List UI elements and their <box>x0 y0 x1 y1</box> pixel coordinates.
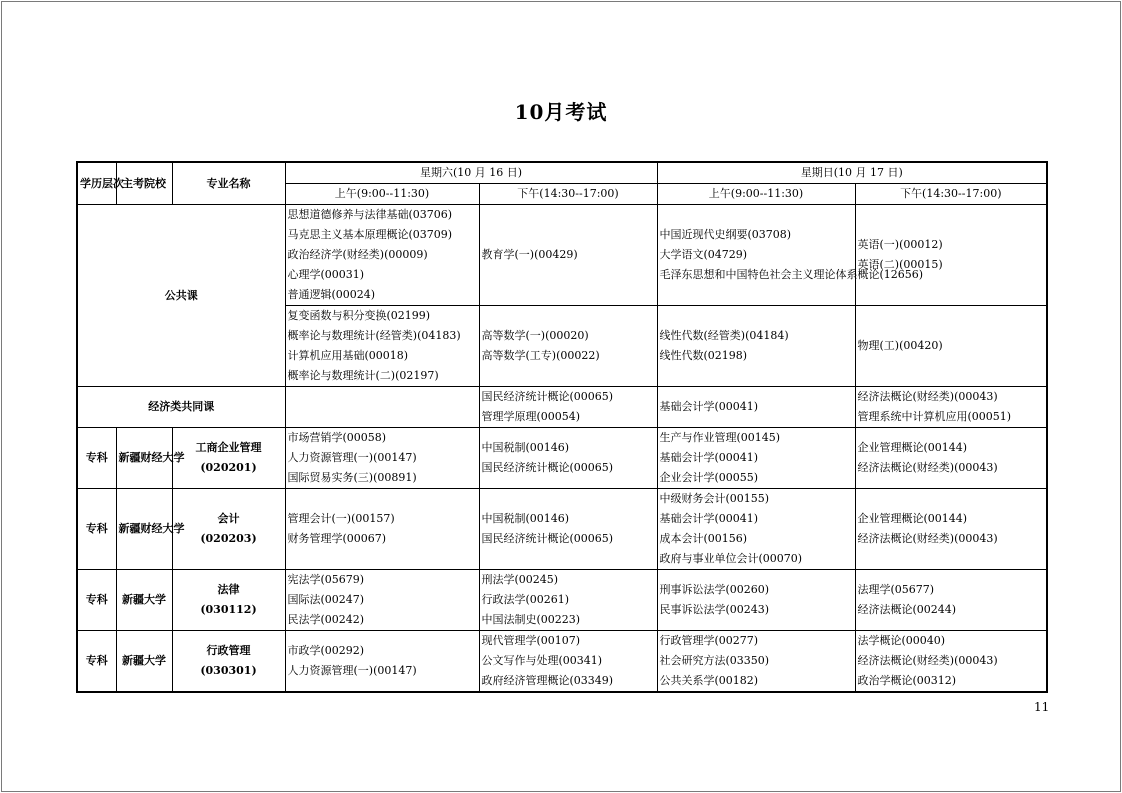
table-row <box>77 387 1047 428</box>
cell-sat-pm <box>479 205 657 306</box>
course-entry: 大学语文(04729) <box>659 248 748 261</box>
course-entry: 英语(二)(00015) <box>857 258 943 271</box>
cell-sat-pm <box>479 306 657 387</box>
header-major: 专业名称 <box>172 162 285 205</box>
level-cell: 专科 <box>77 570 116 631</box>
cell-sat-am <box>285 205 479 306</box>
cell-sun-pm <box>855 428 1047 489</box>
course-entry: 基础会计学(00041) <box>659 451 759 464</box>
table-row <box>77 428 1047 489</box>
course-entry: 英语(一)(00012) <box>857 238 943 251</box>
cell-sat-am <box>285 387 479 428</box>
page-number: 11 <box>1034 700 1050 714</box>
major-name: 工商企业管理 <box>195 441 262 454</box>
major-name: 法律 <box>217 583 240 596</box>
course-entry: 国际贸易实务(三)(00891) <box>287 471 417 484</box>
cell-sun-pm <box>855 489 1047 570</box>
header-sun-pm: 下午(14:30--17:00) <box>855 184 1047 205</box>
cell-sun-pm <box>855 570 1047 631</box>
course-entry: 刑事诉讼法学(00260) <box>659 583 770 596</box>
course-entry: 毛泽东思想和中国特色社会主义理论体系概论(12656) <box>659 268 924 281</box>
course-entry: 现代管理学(00107) <box>481 634 581 647</box>
cell-sun-am <box>657 428 855 489</box>
major-code: (020203) <box>200 532 257 545</box>
course-entry: 国际法(00247) <box>287 593 365 606</box>
course-entry: 法学概论(00040) <box>857 634 946 647</box>
course-entry: 公共关系学(00182) <box>659 674 759 687</box>
course-entry: 马克思主义基本原理概论(03709) <box>287 228 453 241</box>
course-entry: 政府经济管理概论(03349) <box>481 674 614 687</box>
cell-sun-am <box>657 631 855 693</box>
table-row <box>77 631 1047 693</box>
table-row <box>77 205 1047 306</box>
table-row <box>77 570 1047 631</box>
public-courses-label: 公共课 <box>77 205 285 387</box>
major-code: (030112) <box>200 603 257 616</box>
course-entry: 国民经济统计概论(00065) <box>481 461 614 474</box>
cell-sat-pm <box>479 387 657 428</box>
course-entry: 心理学(00031) <box>287 268 365 281</box>
course-entry: 成本会计(00156) <box>659 532 748 545</box>
header-sat-pm: 下午(14:30--17:00) <box>479 184 657 205</box>
cell-sun-pm <box>855 631 1047 693</box>
course-entry: 政治学概论(00312) <box>857 674 957 687</box>
course-entry: 经济法概论(财经类)(00043) <box>857 461 998 474</box>
major-cell <box>172 570 285 631</box>
course-entry: 复变函数与积分变换(02199) <box>287 309 431 322</box>
course-entry: 经济法概论(财经类)(00043) <box>857 654 998 667</box>
cell-sat-pm <box>479 631 657 693</box>
course-entry: 政治经济学(财经类)(00009) <box>287 248 428 261</box>
course-entry: 市政学(00292) <box>287 644 365 657</box>
cell-sat-am <box>285 631 479 693</box>
course-entry: 概率论与数理统计(二)(02197) <box>287 369 439 382</box>
course-entry: 线性代数(02198) <box>659 349 748 362</box>
course-entry: 行政法学(00261) <box>481 593 570 606</box>
major-code: (030301) <box>200 664 257 677</box>
course-entry: 行政管理学(00277) <box>659 634 759 647</box>
course-entry: 线性代数(经管类)(04184) <box>659 329 789 342</box>
course-entry: 管理系统中计算机应用(00051) <box>857 410 1012 423</box>
course-entry: 经济法概论(财经类)(00043) <box>857 532 998 545</box>
course-entry: 公文写作与处理(00341) <box>481 654 603 667</box>
cell-sun-am <box>657 306 855 387</box>
cell-sat-pm <box>479 428 657 489</box>
course-entry: 宪法学(05679) <box>287 573 365 586</box>
course-entry: 中国近现代史纲要(03708) <box>659 228 792 241</box>
course-entry: 管理学原理(00054) <box>481 410 581 423</box>
header-sun-am: 上午(9:00--11:30) <box>657 184 855 205</box>
course-entry: 企业管理概论(00144) <box>857 512 968 525</box>
exam-schedule-table <box>76 161 1048 693</box>
cell-sun-am <box>657 489 855 570</box>
school-cell: 新疆财经大学 <box>116 428 172 489</box>
major-cell <box>172 489 285 570</box>
course-entry: 计算机应用基础(00018) <box>287 349 409 362</box>
course-entry: 政府与事业单位会计(00070) <box>659 552 803 565</box>
course-entry: 中级财务会计(00155) <box>659 492 770 505</box>
school-cell: 新疆财经大学 <box>116 489 172 570</box>
header-school: 主考院校 <box>116 162 172 205</box>
course-entry: 中国法制史(00223) <box>481 613 581 626</box>
page-title: 10月考试 <box>514 100 608 124</box>
course-entry: 国民经济统计概论(00065) <box>481 532 614 545</box>
course-entry: 基础会计学(00041) <box>659 400 759 413</box>
cell-sun-am <box>657 570 855 631</box>
cell-sun-am <box>657 387 855 428</box>
course-entry: 普通逻辑(00024) <box>287 288 376 301</box>
cell-sat-pm <box>479 570 657 631</box>
course-entry: 社会研究方法(03350) <box>659 654 770 667</box>
level-cell: 专科 <box>77 428 116 489</box>
cell-sun-pm <box>855 387 1047 428</box>
level-cell: 专科 <box>77 489 116 570</box>
course-entry: 高等数学(一)(00020) <box>481 329 589 342</box>
course-entry: 民事诉讼法学(00243) <box>659 603 770 616</box>
course-entry: 企业会计学(00055) <box>659 471 759 484</box>
course-entry: 中国税制(00146) <box>481 512 570 525</box>
cell-sat-pm <box>479 489 657 570</box>
major-cell <box>172 631 285 693</box>
course-entry: 教育学(一)(00429) <box>481 248 578 261</box>
cell-sun-pm <box>855 306 1047 387</box>
course-entry: 经济法概论(00244) <box>857 603 957 616</box>
course-entry: 人力资源管理(一)(00147) <box>287 664 417 677</box>
course-entry: 中国税制(00146) <box>481 441 570 454</box>
school-cell: 新疆大学 <box>116 631 172 693</box>
major-name: 行政管理 <box>206 644 251 657</box>
course-entry: 基础会计学(00041) <box>659 512 759 525</box>
course-entry: 高等数学(工专)(00022) <box>481 349 600 362</box>
header-sat-am: 上午(9:00--11:30) <box>285 184 479 205</box>
course-entry: 生产与作业管理(00145) <box>659 431 781 444</box>
course-entry: 概率论与数理统计(经管类)(04183) <box>287 329 461 342</box>
course-entry: 经济法概论(财经类)(00043) <box>857 390 998 403</box>
course-entry: 民法学(00242) <box>287 613 365 626</box>
cell-sat-am <box>285 570 479 631</box>
major-code: (020201) <box>200 461 257 474</box>
major-name: 会计 <box>217 512 240 525</box>
course-entry: 刑法学(00245) <box>481 573 559 586</box>
econ-common-label: 经济类共同课 <box>77 387 285 428</box>
course-entry: 财务管理学(00067) <box>287 532 387 545</box>
table-row <box>77 489 1047 570</box>
cell-sat-am <box>285 489 479 570</box>
course-entry: 市场营销学(00058) <box>287 431 387 444</box>
cell-sat-am <box>285 428 479 489</box>
header-level: 学历层次 <box>77 162 116 205</box>
header-saturday: 星期六(10 月 16 日) <box>285 162 657 184</box>
course-entry: 企业管理概论(00144) <box>857 441 968 454</box>
course-entry: 人力资源管理(一)(00147) <box>287 451 417 464</box>
cell-sat-am <box>285 306 479 387</box>
level-cell: 专科 <box>77 631 116 693</box>
course-entry: 思想道德修养与法律基础(03706) <box>287 208 453 221</box>
course-entry: 法理学(05677) <box>857 583 935 596</box>
header-sunday: 星期日(10 月 17 日) <box>657 162 1047 184</box>
school-cell: 新疆大学 <box>116 570 172 631</box>
course-entry: 管理会计(一)(00157) <box>287 512 395 525</box>
course-entry: 物理(工)(00420) <box>857 339 943 352</box>
major-cell <box>172 428 285 489</box>
cell-sun-pm <box>855 205 1047 306</box>
course-entry: 国民经济统计概论(00065) <box>481 390 614 403</box>
